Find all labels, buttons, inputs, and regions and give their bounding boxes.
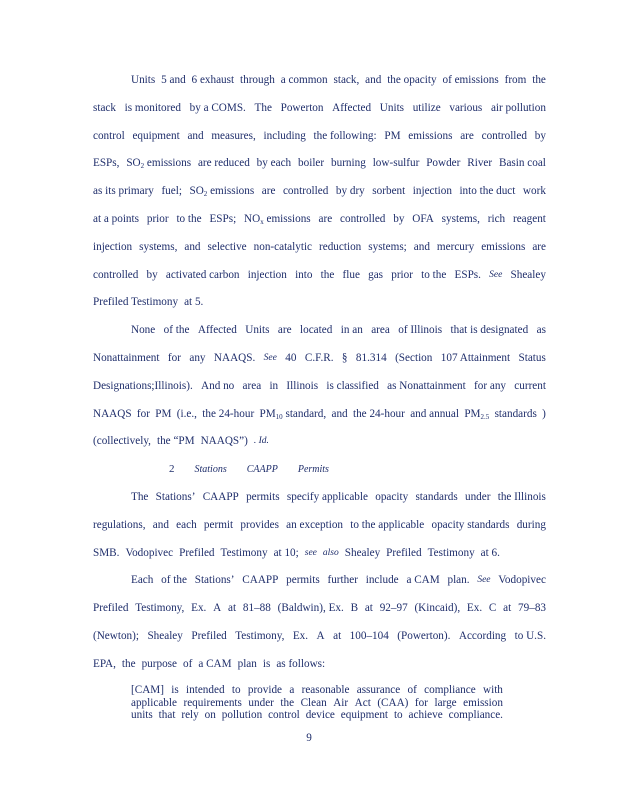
text-line xyxy=(93,211,546,239)
word: is xyxy=(171,684,179,696)
word: control xyxy=(268,709,300,721)
word: Designations;Illinois). xyxy=(93,379,193,392)
word: applicable xyxy=(131,696,177,709)
word: and xyxy=(187,129,204,142)
word: . Id. xyxy=(253,436,269,447)
word: (Powerton). xyxy=(397,629,451,642)
word: on xyxy=(204,709,216,721)
word: ESPs, xyxy=(93,157,120,170)
word: CAAPP xyxy=(202,490,239,503)
word: by dry xyxy=(335,185,365,198)
word: and xyxy=(331,407,348,420)
word: systems; xyxy=(368,240,407,253)
word: See xyxy=(489,269,503,280)
word: PM xyxy=(155,407,172,420)
word: (i.e., xyxy=(176,407,197,420)
word: PM xyxy=(384,129,401,142)
word: stack xyxy=(93,101,116,114)
word: Stations’ xyxy=(155,490,196,503)
text-line xyxy=(93,155,546,183)
word: is xyxy=(262,657,271,670)
word: at 5. xyxy=(184,296,204,309)
word: Stations’ xyxy=(194,574,235,587)
word: is monitored xyxy=(124,101,181,114)
word: purpose xyxy=(141,657,177,670)
word: opacity standards xyxy=(431,518,510,531)
word: Illinois xyxy=(286,379,319,392)
word: specify applicable xyxy=(286,490,368,503)
word: emissions xyxy=(408,129,453,142)
word: A xyxy=(213,602,222,615)
word: Vodopivec xyxy=(125,546,174,559)
word: an exception xyxy=(286,518,344,531)
text-line xyxy=(93,294,546,322)
word: a CAM xyxy=(198,657,232,670)
word: requirements xyxy=(183,696,242,709)
word: as Nonattainment xyxy=(387,379,466,392)
word: of the xyxy=(163,324,190,337)
word: the Illinois xyxy=(497,490,546,503)
word: OFA xyxy=(412,212,434,225)
word: 81.314 xyxy=(355,351,387,364)
word: Affected xyxy=(197,324,237,337)
word: equipment xyxy=(132,129,180,142)
word: permit xyxy=(203,518,234,531)
word: The xyxy=(254,101,272,114)
word: See xyxy=(263,352,277,363)
text-line xyxy=(93,100,546,128)
word: Affected xyxy=(332,101,372,114)
text-line xyxy=(93,628,546,656)
word: at xyxy=(228,602,237,615)
word: controlled xyxy=(340,212,386,225)
word: for any xyxy=(474,379,507,392)
word: $SO_2$ emissions xyxy=(126,157,192,171)
word: current xyxy=(514,379,546,392)
word: injection xyxy=(247,268,287,281)
word: air pollution xyxy=(490,101,546,114)
word: Act xyxy=(354,696,371,709)
word: $SO_2$ emissions xyxy=(189,185,255,199)
word: at xyxy=(503,602,512,615)
word: A xyxy=(316,629,325,642)
word: Ex. xyxy=(292,629,309,642)
text-line xyxy=(93,239,546,267)
word: Powder xyxy=(426,157,461,170)
text-line xyxy=(93,350,546,378)
word: to xyxy=(393,709,403,721)
section-heading xyxy=(93,461,546,489)
word: selective xyxy=(207,240,247,253)
word: the 24-hour xyxy=(352,407,405,420)
word: pollution xyxy=(221,709,263,721)
word: the xyxy=(532,74,546,86)
word: of xyxy=(183,657,193,670)
word: standards xyxy=(415,490,458,503)
word: fuel; xyxy=(161,185,182,198)
word: area xyxy=(242,379,262,392)
text-line xyxy=(93,656,546,684)
word: and xyxy=(152,518,169,531)
word: emissions xyxy=(481,240,526,253)
word: the 24-hour xyxy=(202,407,255,420)
word: are xyxy=(261,185,276,198)
word: rely xyxy=(181,709,199,721)
word: as follows: xyxy=(276,657,326,670)
word: any xyxy=(189,351,206,364)
word: of Illinois xyxy=(398,324,443,337)
word: Testimony xyxy=(220,546,268,559)
word: Shealey xyxy=(147,629,183,642)
word: ESPs. xyxy=(454,268,481,281)
word: opacity xyxy=(375,490,409,503)
word: 6 exhaust xyxy=(191,74,235,86)
word: include xyxy=(365,574,399,587)
word: large xyxy=(434,696,457,709)
word: the xyxy=(320,268,335,281)
word: reagent xyxy=(512,212,546,225)
word: by xyxy=(534,129,546,142)
word: stack, xyxy=(333,74,360,86)
word: According xyxy=(458,629,507,642)
word: $NO_x$ emissions xyxy=(244,212,311,226)
word: of the xyxy=(161,574,187,587)
word: Basin coal xyxy=(498,157,546,170)
word: for xyxy=(414,696,428,709)
word: (Kincaid), xyxy=(414,602,461,615)
word: gas xyxy=(368,268,384,281)
word: units xyxy=(131,709,153,721)
word: under xyxy=(464,490,491,503)
text-line xyxy=(93,72,546,100)
text-line xyxy=(93,545,546,573)
text-line xyxy=(93,572,546,600)
word: in xyxy=(269,379,279,392)
word: 81–88 xyxy=(242,602,271,615)
word: Shealey xyxy=(344,546,381,559)
word: located xyxy=(300,324,333,337)
word: a xyxy=(289,684,295,696)
word: 5 and xyxy=(161,74,186,86)
word: provide xyxy=(247,684,283,696)
word: [CAM] xyxy=(131,684,164,696)
word: Ex. xyxy=(191,602,207,615)
text-line xyxy=(93,267,546,295)
word: NAAQS”) xyxy=(200,435,248,448)
word: are reduced xyxy=(197,157,250,170)
word: into xyxy=(295,268,313,281)
word: injection xyxy=(412,185,452,198)
word: (Section xyxy=(395,351,433,364)
word: EPA, xyxy=(93,657,116,670)
word: Shealey xyxy=(510,268,546,281)
word: compliance xyxy=(424,684,476,696)
word: a CAM xyxy=(406,574,440,587)
word: burning xyxy=(331,157,366,170)
word: Testimony, xyxy=(135,602,185,615)
text-line xyxy=(93,406,546,434)
word: $PM_{10}$ standard, xyxy=(259,407,327,421)
quote-line xyxy=(131,709,503,722)
word: non-catalytic xyxy=(253,240,313,253)
word: Testimony, xyxy=(235,629,285,642)
word: compliance. xyxy=(448,709,503,721)
word: with xyxy=(483,684,503,696)
word: regulations, xyxy=(93,518,146,531)
word: B xyxy=(350,602,359,615)
word: assurance xyxy=(356,684,401,696)
word: are xyxy=(532,240,546,253)
word: Clean xyxy=(300,696,327,709)
word: to the applicable xyxy=(350,518,425,531)
word: activated carbon xyxy=(165,268,240,281)
word: mercury xyxy=(436,240,475,253)
word: through xyxy=(240,74,275,86)
word: Nonattainment xyxy=(93,351,160,364)
text-line xyxy=(93,600,546,628)
word: provides xyxy=(240,518,279,531)
word: (CAA) xyxy=(377,696,409,709)
word: the xyxy=(121,657,136,670)
word: by each xyxy=(256,157,292,170)
word: to the xyxy=(421,268,447,281)
word: reasonable xyxy=(301,684,350,696)
word: Units xyxy=(379,101,405,114)
word: for xyxy=(136,407,150,420)
word: NAAQS. xyxy=(213,351,256,364)
word: SMB. xyxy=(93,546,120,559)
word: as its primary xyxy=(93,185,154,198)
word: controlled xyxy=(93,268,139,281)
word: And no xyxy=(201,379,235,392)
word: and xyxy=(413,240,430,253)
word: prior xyxy=(146,212,169,225)
word: Prefiled xyxy=(93,602,129,615)
word: various xyxy=(449,101,483,114)
word: Prefiled xyxy=(191,629,227,642)
word: NAAQS xyxy=(93,407,132,420)
word: the opacity xyxy=(387,74,437,86)
word: systems, xyxy=(441,212,480,225)
quote-line xyxy=(131,684,503,697)
word: by a COMS. xyxy=(189,101,246,114)
word: rich xyxy=(487,212,506,225)
word: and annual xyxy=(410,407,459,420)
word: control xyxy=(93,129,125,142)
word: to the xyxy=(176,212,202,225)
word: § xyxy=(341,351,348,364)
word: sorbent xyxy=(372,185,406,198)
word: area xyxy=(371,324,390,337)
word: work xyxy=(522,185,546,198)
word: Air xyxy=(333,696,349,709)
word: achieve xyxy=(408,709,443,721)
text-line xyxy=(93,433,546,461)
word: at xyxy=(333,629,342,642)
word: into the duct xyxy=(459,185,516,198)
word: in an xyxy=(340,324,363,337)
word: CAAPP xyxy=(246,464,278,476)
word: permits xyxy=(246,490,280,503)
quote-line xyxy=(131,697,503,710)
word: is classified xyxy=(326,379,379,392)
word: a common xyxy=(280,74,328,86)
word: the following: xyxy=(313,129,377,142)
word: 2 xyxy=(169,463,175,476)
word: controlled xyxy=(481,129,527,142)
word: permits xyxy=(286,574,320,587)
word: boiler xyxy=(298,157,325,170)
word: device xyxy=(305,709,335,721)
word: Testimony xyxy=(427,546,475,559)
word: each xyxy=(176,518,197,531)
word: that is designated xyxy=(450,324,529,337)
text-line xyxy=(93,128,546,156)
word: Stations xyxy=(194,464,227,476)
word: Prefiled xyxy=(386,546,422,559)
word: at xyxy=(364,602,373,615)
word: equipment xyxy=(340,709,389,721)
word: of xyxy=(407,684,417,696)
word: 107 Attainment xyxy=(440,351,511,364)
word: The xyxy=(131,490,149,503)
word: C.F.R. xyxy=(304,351,334,364)
word: $PM_{2.5}$ xyxy=(464,407,490,421)
word: controlled xyxy=(282,185,329,198)
word: ) xyxy=(542,407,546,420)
text-line xyxy=(93,183,546,211)
word: Status xyxy=(518,351,546,364)
word: 79–83 xyxy=(518,602,546,615)
word: CAAPP xyxy=(242,574,279,587)
word: are xyxy=(277,324,292,337)
body-text xyxy=(93,72,546,684)
block-quote xyxy=(131,684,503,722)
text-line xyxy=(93,517,546,545)
word: including xyxy=(263,129,306,142)
word: Prefiled Testimony xyxy=(93,296,179,309)
word: (collectively, xyxy=(93,435,151,448)
word: Permits xyxy=(297,464,329,476)
word: systems, xyxy=(139,240,178,253)
word: 92–97 xyxy=(379,602,408,615)
word: that xyxy=(158,709,176,721)
word: are xyxy=(460,129,474,142)
word: further xyxy=(327,574,358,587)
word: at a points xyxy=(93,212,139,225)
word: Units xyxy=(131,74,156,86)
word: 40 xyxy=(285,351,297,364)
word: to xyxy=(231,684,241,696)
word: Vodopivec xyxy=(498,574,546,587)
word: from xyxy=(504,74,527,86)
word: Units xyxy=(245,324,270,337)
word: flue xyxy=(342,268,360,281)
word: of emissions xyxy=(442,74,499,86)
word: see xyxy=(304,547,317,558)
word: Ex. xyxy=(466,602,483,615)
page-number: 9 xyxy=(306,732,312,744)
word: C xyxy=(488,602,497,615)
word: River xyxy=(467,157,493,170)
word: (Baldwin), Ex. xyxy=(277,602,344,615)
word: by xyxy=(393,212,405,225)
word: for xyxy=(167,351,181,364)
word: low-sulfur xyxy=(372,157,420,170)
word: at 6. xyxy=(480,546,500,559)
word: (Newton); xyxy=(93,629,139,642)
word: and xyxy=(365,74,382,86)
word: the xyxy=(280,696,295,709)
word: utilize xyxy=(412,101,441,114)
word: 100–104 xyxy=(349,629,389,642)
word: emission xyxy=(463,696,503,709)
word: None xyxy=(131,324,156,337)
word: ESPs; xyxy=(209,212,237,225)
word: by xyxy=(146,268,158,281)
word: at 10; xyxy=(273,546,299,559)
word: reduction xyxy=(319,240,362,253)
word: Powerton xyxy=(280,101,324,114)
word: Prefiled xyxy=(179,546,215,559)
word: during xyxy=(516,518,546,531)
word: as xyxy=(536,324,546,337)
word: measures, xyxy=(211,129,256,142)
word: See xyxy=(477,575,491,586)
text-line xyxy=(93,322,546,350)
text-line xyxy=(93,489,546,517)
word: are xyxy=(318,212,333,225)
word: to U.S. xyxy=(514,629,546,642)
word: plan. xyxy=(447,574,470,587)
word: under xyxy=(248,696,274,709)
word: prior xyxy=(391,268,413,281)
word: also xyxy=(322,547,339,558)
word: standards xyxy=(494,407,537,420)
word: plan xyxy=(237,657,257,670)
word: intended xyxy=(186,684,225,696)
word: the “PM xyxy=(156,435,195,448)
word: Each xyxy=(131,574,154,587)
word: and xyxy=(184,240,201,253)
text-line xyxy=(93,378,546,406)
word: injection xyxy=(93,240,133,253)
